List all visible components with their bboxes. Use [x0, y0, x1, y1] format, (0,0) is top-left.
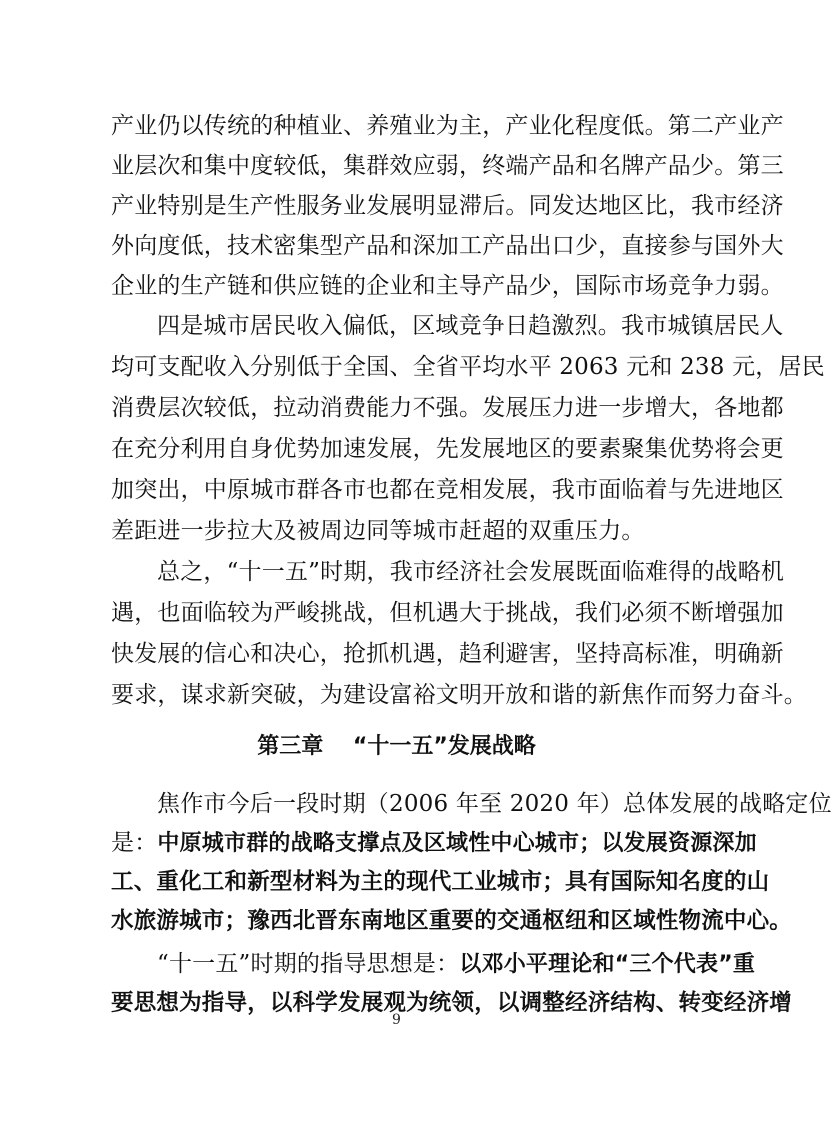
paragraph-2-line-4: 在充分利用自身优势加速发展，先发展地区的要素聚集优势将会更	[111, 436, 784, 462]
guiding-line-2: 要思想为指导，以科学发展观为统领，以调整经济结构、转变经济增	[111, 990, 793, 1016]
chapter-heading: 第三章 “十一五”发展战略	[257, 734, 536, 759]
paragraph-1-line-5: 企业的生产链和供应链的企业和主导产品少，国际市场竞争力弱。	[111, 273, 784, 299]
strategy-line-4: 水旅游城市；豫西北晋东南地区重要的交通枢纽和区域性物流中心。	[111, 908, 793, 934]
paragraph-1-line-4: 外向度低，技术密集型产品和深加工产品出口少，直接参与国外大	[111, 233, 784, 259]
guiding-line-1-prefix: “十一五”时期的指导思想是：	[157, 951, 460, 977]
strategy-line-2-prefix: 是：	[111, 830, 158, 856]
paragraph-2-line-5: 加突出，中原城市群各市也都在竞相发展，我市面临着与先进地区	[111, 477, 784, 503]
paragraph-2-line-1: 四是城市居民收入偏低，区域竞争日趋激烈。我市城镇居民人	[157, 313, 784, 339]
page-number: 9	[392, 1012, 401, 1028]
paragraph-1-line-2: 业层次和集中度较低，集群效应弱，终端产品和名牌产品少。第三	[111, 153, 784, 179]
strategy-line-2-bold: 中原城市群的战略支撑点及区域性中心城市；以发展资源深加	[157, 831, 757, 856]
strategy-line-3: 工、重化工和新型材料为主的现代工业城市；具有国际知名度的山	[111, 869, 770, 895]
strategy-line-2	[111, 823, 757, 863]
paragraph-3-line-3: 快发展的信心和决心，抢抓机遇，趋利避害，坚持高标准，明确新	[111, 641, 784, 667]
guiding-line-1-bold: 以邓小平理论和“三个代表”重	[459, 952, 756, 977]
paragraph-2-line-3: 消费层次较低，拉动消费能力不强。发展压力进一步增大，各地都	[111, 395, 784, 421]
paragraph-1-line-3: 产业特别是生产性服务业发展明显滞后。同发达地区比，我市经济	[111, 193, 784, 219]
paragraph-2-line-6: 差距进一步拉大及被周边同等城市赶超的双重压力。	[111, 518, 645, 544]
paragraph-3-line-4: 要求，谋求新突破，为建设富裕文明开放和谐的新焦作而努力奋斗。	[111, 682, 807, 708]
paragraph-1-line-1: 产业仍以传统的种植业、养殖业为主，产业化程度低。第二产业产	[111, 113, 784, 139]
paragraph-3-line-1: 总之，“十一五”时期，我市经济社会发展既面临难得的战略机	[157, 559, 785, 585]
paragraph-3-line-2: 遇，也面临较为严峻挑战，但机遇大于挑战，我们必须不断增强加	[111, 600, 784, 626]
paragraph-2-line-2: 均可支配收入分别低于全国、全省平均水平 2063 元和 238 元，居民	[111, 354, 825, 380]
guiding-line-1	[157, 944, 756, 984]
strategy-line-1: 焦作市今后一段时期（2006 年至 2020 年）总体发展的战略定位	[157, 791, 832, 817]
